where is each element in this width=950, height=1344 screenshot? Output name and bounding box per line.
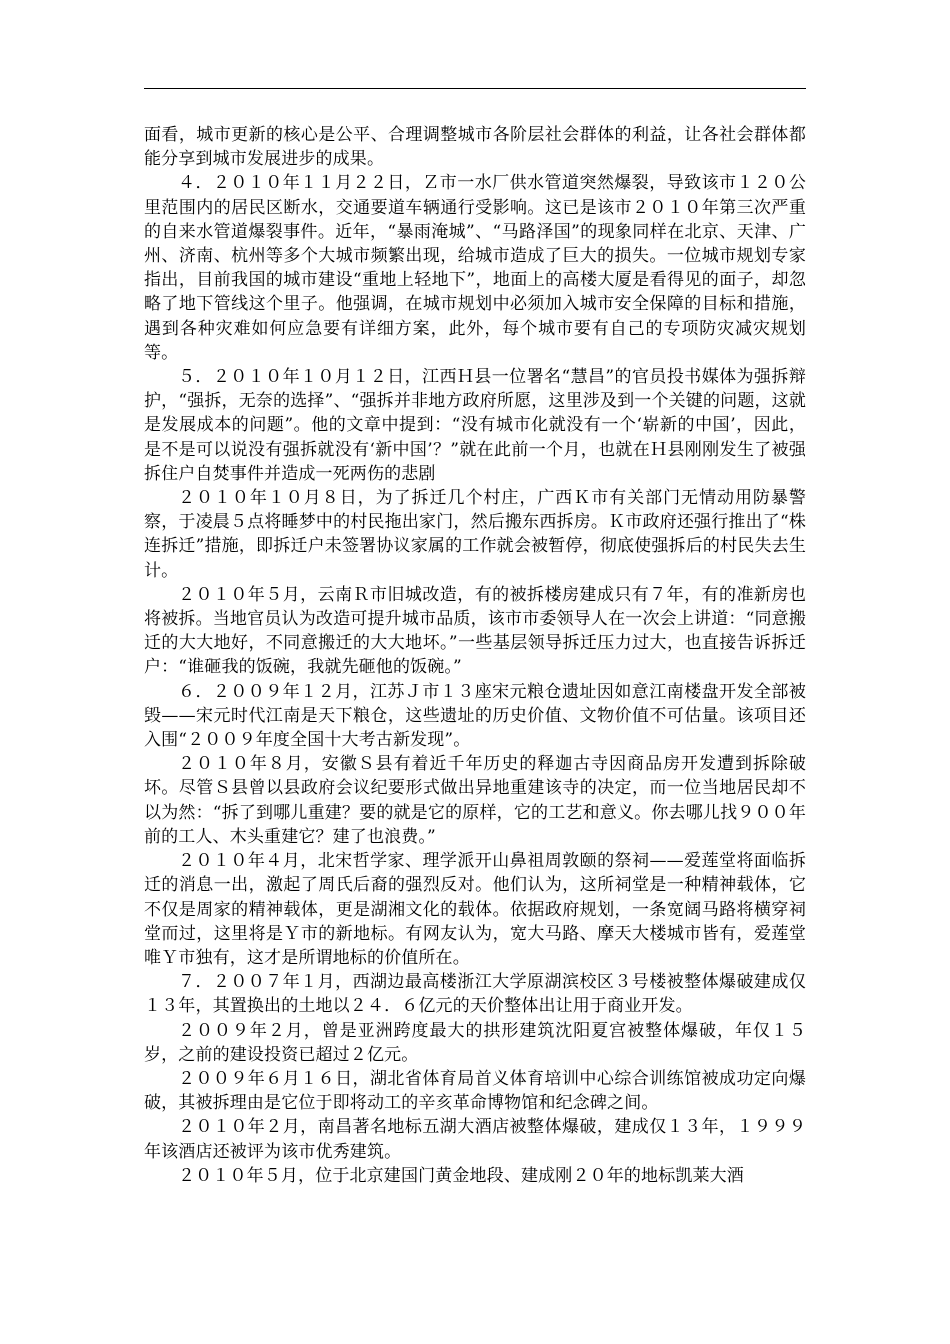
paragraph: ７．２００７年１月，西湖边最高楼浙江大学原湖滨校区３号楼被整体爆破建成仅１３年，其置换出的土地以２４．６亿元的天价整体出让用于商业开发。	[144, 972, 806, 1017]
paragraph: ２０１０年２月，南昌著名地标五湖大酒店被整体爆破，建成仅１３年，１９９９年该酒店还被评为该市优秀建筑。	[144, 1117, 806, 1162]
header-rule	[144, 88, 806, 89]
paragraph: 面看，城市更新的核心是公平、合理调整城市各阶层社会群体的利益，让各社会群体都能分享到城市发展进步的成果。	[144, 125, 806, 170]
paragraph: ２０１０年１０月８日，为了拆迁几个村庄，广西Ｋ市有关部门无情动用防暴警察，于凌晨５点将睡梦中的村民拖出家门，然后搬东西拆房。Ｋ市政府还强行推出了“株连拆迁”措施，即拆迁户未签署协议家属的工作就会被暂停，彻底使强拆后的村民失去生计。	[144, 488, 806, 581]
paragraph: ４．２０１０年１１月２２日，Ｚ市一水厂供水管道突然爆裂，导致该市１２０公里范围内的居民区断水，交通要道车辆通行受影响。这已是该市２０１０年第三次严重的自来水管道爆裂事件。近年，“暴雨淹城”、“马路泽国”的现象同样在北京、天津、广州、济南、杭州等多个大城市频繁出现，给城市造成了巨大的损失。一位城市规划专家指出，目前我国的城市建设“重地上轻地下”，地面上的高楼大厦是看得见的面子，却忽略了地下管线这个里子。他强调，在城市规划中必须加入城市安全保障的目标和措施，遇到各种灾难如何应急要有详细方案，此外，每个城市要有自己的专项防灾减灾规划等。	[144, 173, 806, 363]
paragraph: ２０１０年５月，云南Ｒ市旧城改造，有的被拆楼房建成只有７年，有的准新房也将被拆。当地官员认为改造可提升城市品质，该市市委领导人在一次会上讲道：“同意搬迁的大大地好，不同意搬迁的大大地坏。”一些基层领导拆迁压力过大，也直接告诉拆迁户：“谁砸我的饭碗，我就先砸他的饭碗。”	[144, 584, 806, 678]
document-body	[144, 123, 806, 1188]
paragraph: ２０１０年８月，安徽Ｓ县有着近千年历史的释迦古寺因商品房开发遭到拆除破坏。尽管Ｓ县曾以县政府会议纪要形式做出异地重建该寺的决定，而一位当地居民却不以为然：“拆了到哪儿重建？要的就是它的原样，它的工艺和意义。你去哪儿找９００年前的工人、木头重建它？建了也浪费。”	[144, 754, 806, 847]
paragraph: ２００９年６月１６日，湖北省体育局首义体育培训中心综合训练馆被成功定向爆破，其被拆理由是它位于即将动工的辛亥革命博物馆和纪念碑之间。	[144, 1068, 806, 1114]
paragraph: ２００９年２月，曾是亚洲跨度最大的拱形建筑沈阳夏宫被整体爆破，年仅１５岁，之前的建设投资已超过２亿元。	[144, 1020, 806, 1065]
paragraph: ２０１０年４月，北宋哲学家、理学派开山鼻祖周敦颐的祭祠——爱莲堂将面临拆迁的消息一出，激起了周氏后裔的强烈反对。他们认为，这所祠堂是一种精神载体，它不仅是周家的精神载体，更是湖湘文化的载体。依据政府规划，一条宽阔马路将横穿祠堂而过，这里将是Ｙ市的新地标。有网友认为，宽大马路、摩天大楼城市皆有，爱莲堂唯Ｙ市独有，这才是所谓地标的价值所在。	[144, 851, 806, 968]
paragraph: ６．２００９年１２月，江苏Ｊ市１３座宋元粮仓遗址因如意江南楼盘开发全部被毁——宋元时代江南是天下粮仓，这些遗址的历史价值、文物价值不可估量。该项目还入围“２００９年度全国十大考古新发现”。	[144, 681, 806, 751]
paragraph: ２０１０年５月，位于北京建国门黄金地段、建成刚２０年的地标凯莱大酒	[178, 1165, 744, 1186]
paragraph: ５．２０１０年１０月１２日，江西Ｈ县一位署名“慧昌”的官员投书媒体为强拆辩护，“强拆，无奈的选择”、“强拆并非地方政府所愿，这里涉及到一个关键的问题，这就是发展成本的问题”。他的文章中提到：“没有城市化就没有一个‘崭新的中国’，因此，是不是可以说没有强拆就没有‘新中国’？”就在此前一个月，也就在Ｈ县刚刚发生了被强拆住户自焚事件并造成一死两伤的悲剧	[144, 367, 806, 484]
